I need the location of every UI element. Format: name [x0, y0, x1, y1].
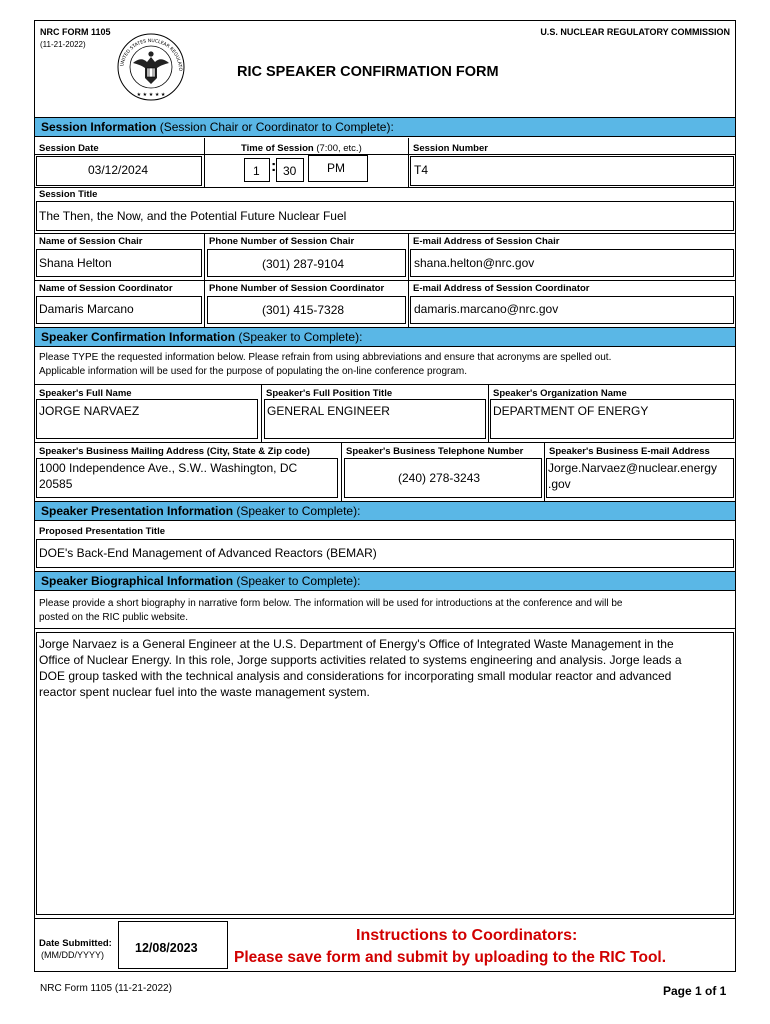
speaker-address-line2: 20585	[39, 477, 73, 491]
date-submitted-value: 12/08/2023	[135, 941, 198, 955]
session-heading-note: (Session Chair or Coordinator to Complete):	[156, 120, 394, 134]
speaker-heading-bold: Speaker Confirmation Information	[41, 330, 236, 344]
divider	[35, 280, 735, 281]
bio-instructions-line1: Please provide a short biography in narrative form below. The information will be used for introductions at the conference and will be	[39, 598, 623, 609]
bio-line: Office of Nuclear Energy. In this role, Jorge supports activities related to systems engineering and analysis. Jorge leads a	[39, 653, 682, 667]
bio-line: DOE group tasked with the technical analysis and considerations for incorporating small modular reactor and advanced	[39, 669, 672, 683]
session-date-label: Session Date	[39, 143, 99, 154]
chair-email-value: shana.helton@nrc.gov	[414, 256, 535, 270]
divider	[35, 187, 735, 188]
coordinator-phone-value: (301) 415-7328	[262, 303, 345, 317]
form-title: RIC SPEAKER CONFIRMATION FORM	[237, 64, 499, 80]
speaker-instructions-line1: Please TYPE the requested information below. Please refrain from using abbreviations and ensure that acronyms are spelled out.	[39, 352, 612, 363]
speaker-email-label: Speaker's Business E-mail Address	[549, 446, 710, 457]
speaker-phone-value: (240) 278-3243	[398, 471, 481, 485]
date-submitted-label: Date Submitted:	[39, 938, 112, 949]
presentation-section-header	[35, 501, 735, 521]
session-hour-value: 1	[253, 164, 260, 178]
divider	[408, 233, 409, 331]
chair-name-value: Shana Helton	[39, 256, 112, 270]
bio-section-header	[35, 571, 735, 591]
speaker-email-line2: .gov	[548, 477, 571, 491]
divider	[35, 154, 735, 155]
session-number-value: T4	[414, 163, 429, 177]
speaker-address-line1: 1000 Independence Ave., S.W.. Washington, DC	[39, 461, 298, 475]
page-number: Page 1 of 1	[663, 984, 727, 998]
divider	[35, 918, 735, 919]
divider	[35, 233, 735, 234]
bio-heading-bold: Speaker Biographical Information	[41, 574, 234, 588]
session-date-value: 03/12/2024	[88, 163, 149, 177]
divider	[204, 233, 205, 331]
time-separator: :	[271, 158, 277, 175]
speaker-position-label: Speaker's Full Position Title	[266, 388, 393, 399]
coordinator-instructions-title: Instructions to Coordinators:	[356, 927, 578, 944]
speaker-org-label: Speaker's Organization Name	[493, 388, 627, 399]
coordinator-email-label: E-mail Address of Session Coordinator	[413, 283, 590, 294]
divider	[341, 442, 342, 502]
bio-heading-note: (Speaker to Complete):	[233, 574, 361, 588]
session-section-header	[35, 117, 735, 137]
speaker-phone-label: Speaker's Business Telephone Number	[346, 446, 524, 457]
presentation-title-value: DOE's Back-End Management of Advanced Reactors (BEMAR)	[39, 546, 377, 560]
divider	[35, 628, 735, 629]
divider	[204, 138, 205, 188]
session-number-label: Session Number	[413, 143, 488, 154]
nrc-seal-icon	[113, 32, 189, 102]
chair-name-label: Name of Session Chair	[39, 236, 143, 247]
speaker-section-header	[35, 327, 735, 347]
speaker-heading-note: (Speaker to Complete):	[235, 330, 363, 344]
bio-line: reactor spent nuclear fuel into the waste management system.	[39, 685, 370, 699]
session-ampm-value: PM	[327, 161, 345, 175]
session-title-label: Session Title	[39, 189, 98, 200]
bio-instructions-line2: posted on the RIC public website.	[39, 612, 188, 623]
session-title-value: The Then, the Now, and the Potential Future Nuclear Fuel	[39, 209, 347, 223]
presentation-title-label: Proposed Presentation Title	[39, 526, 165, 537]
divider	[544, 442, 545, 502]
coordinator-phone-label: Phone Number of Session Coordinator	[209, 283, 385, 294]
form-footer: NRC Form 1105 (11-21-2022)	[40, 983, 172, 994]
divider	[35, 384, 735, 385]
presentation-heading-bold: Speaker Presentation Information	[41, 504, 234, 518]
speaker-email-line1: Jorge.Narvaez@nuclear.energy	[548, 461, 717, 475]
divider	[261, 384, 262, 442]
agency-name: U.S. NUCLEAR REGULATORY COMMISSION	[540, 27, 730, 37]
date-format-hint: (MM/DD/YYYY)	[41, 950, 104, 960]
session-number-field[interactable]	[410, 156, 734, 186]
session-minute-value: 30	[283, 164, 297, 178]
speaker-name-value: JORGE NARVAEZ	[39, 404, 140, 418]
svg-text:UNITED STATES NUCLEAR REGULATO: UNITED STATES NUCLEAR REGULATO	[120, 38, 183, 72]
coordinator-instructions-body: Please save form and submit by uploading to the RIC Tool.	[234, 949, 667, 966]
speaker-name-label: Speaker's Full Name	[39, 388, 132, 399]
chair-phone-label: Phone Number of Session Chair	[209, 236, 355, 247]
speaker-org-value: DEPARTMENT OF ENERGY	[493, 404, 649, 418]
form-number: NRC FORM 1105	[40, 27, 111, 37]
coordinator-name-label: Name of Session Coordinator	[39, 283, 173, 294]
speaker-position-value: GENERAL ENGINEER	[267, 404, 390, 418]
bio-line: Jorge Narvaez is a General Engineer at the U.S. Department of Energy's Office of Integrated Waste Management in the	[39, 637, 674, 651]
divider	[408, 138, 409, 188]
coordinator-email-value: damaris.marcano@nrc.gov	[414, 302, 559, 316]
divider	[35, 442, 735, 443]
speaker-address-label: Speaker's Business Mailing Address (City, State & Zip code)	[39, 446, 310, 457]
presentation-heading-note: (Speaker to Complete):	[233, 504, 361, 518]
divider	[488, 384, 489, 442]
coordinator-name-value: Damaris Marcano	[39, 302, 134, 316]
chair-email-label: E-mail Address of Session Chair	[413, 236, 560, 247]
session-heading-bold: Session Information	[41, 120, 157, 134]
svg-text:★ ★ ★ ★ ★: ★ ★ ★ ★ ★	[136, 92, 166, 98]
session-time-label: Time of Session (7:00, etc.)	[241, 143, 362, 154]
form-revision-date: (11-21-2022)	[40, 40, 86, 49]
chair-phone-value: (301) 287-9104	[262, 257, 345, 271]
speaker-instructions-line2: Applicable information will be used for the purpose of populating the on-line conference program.	[39, 366, 468, 377]
